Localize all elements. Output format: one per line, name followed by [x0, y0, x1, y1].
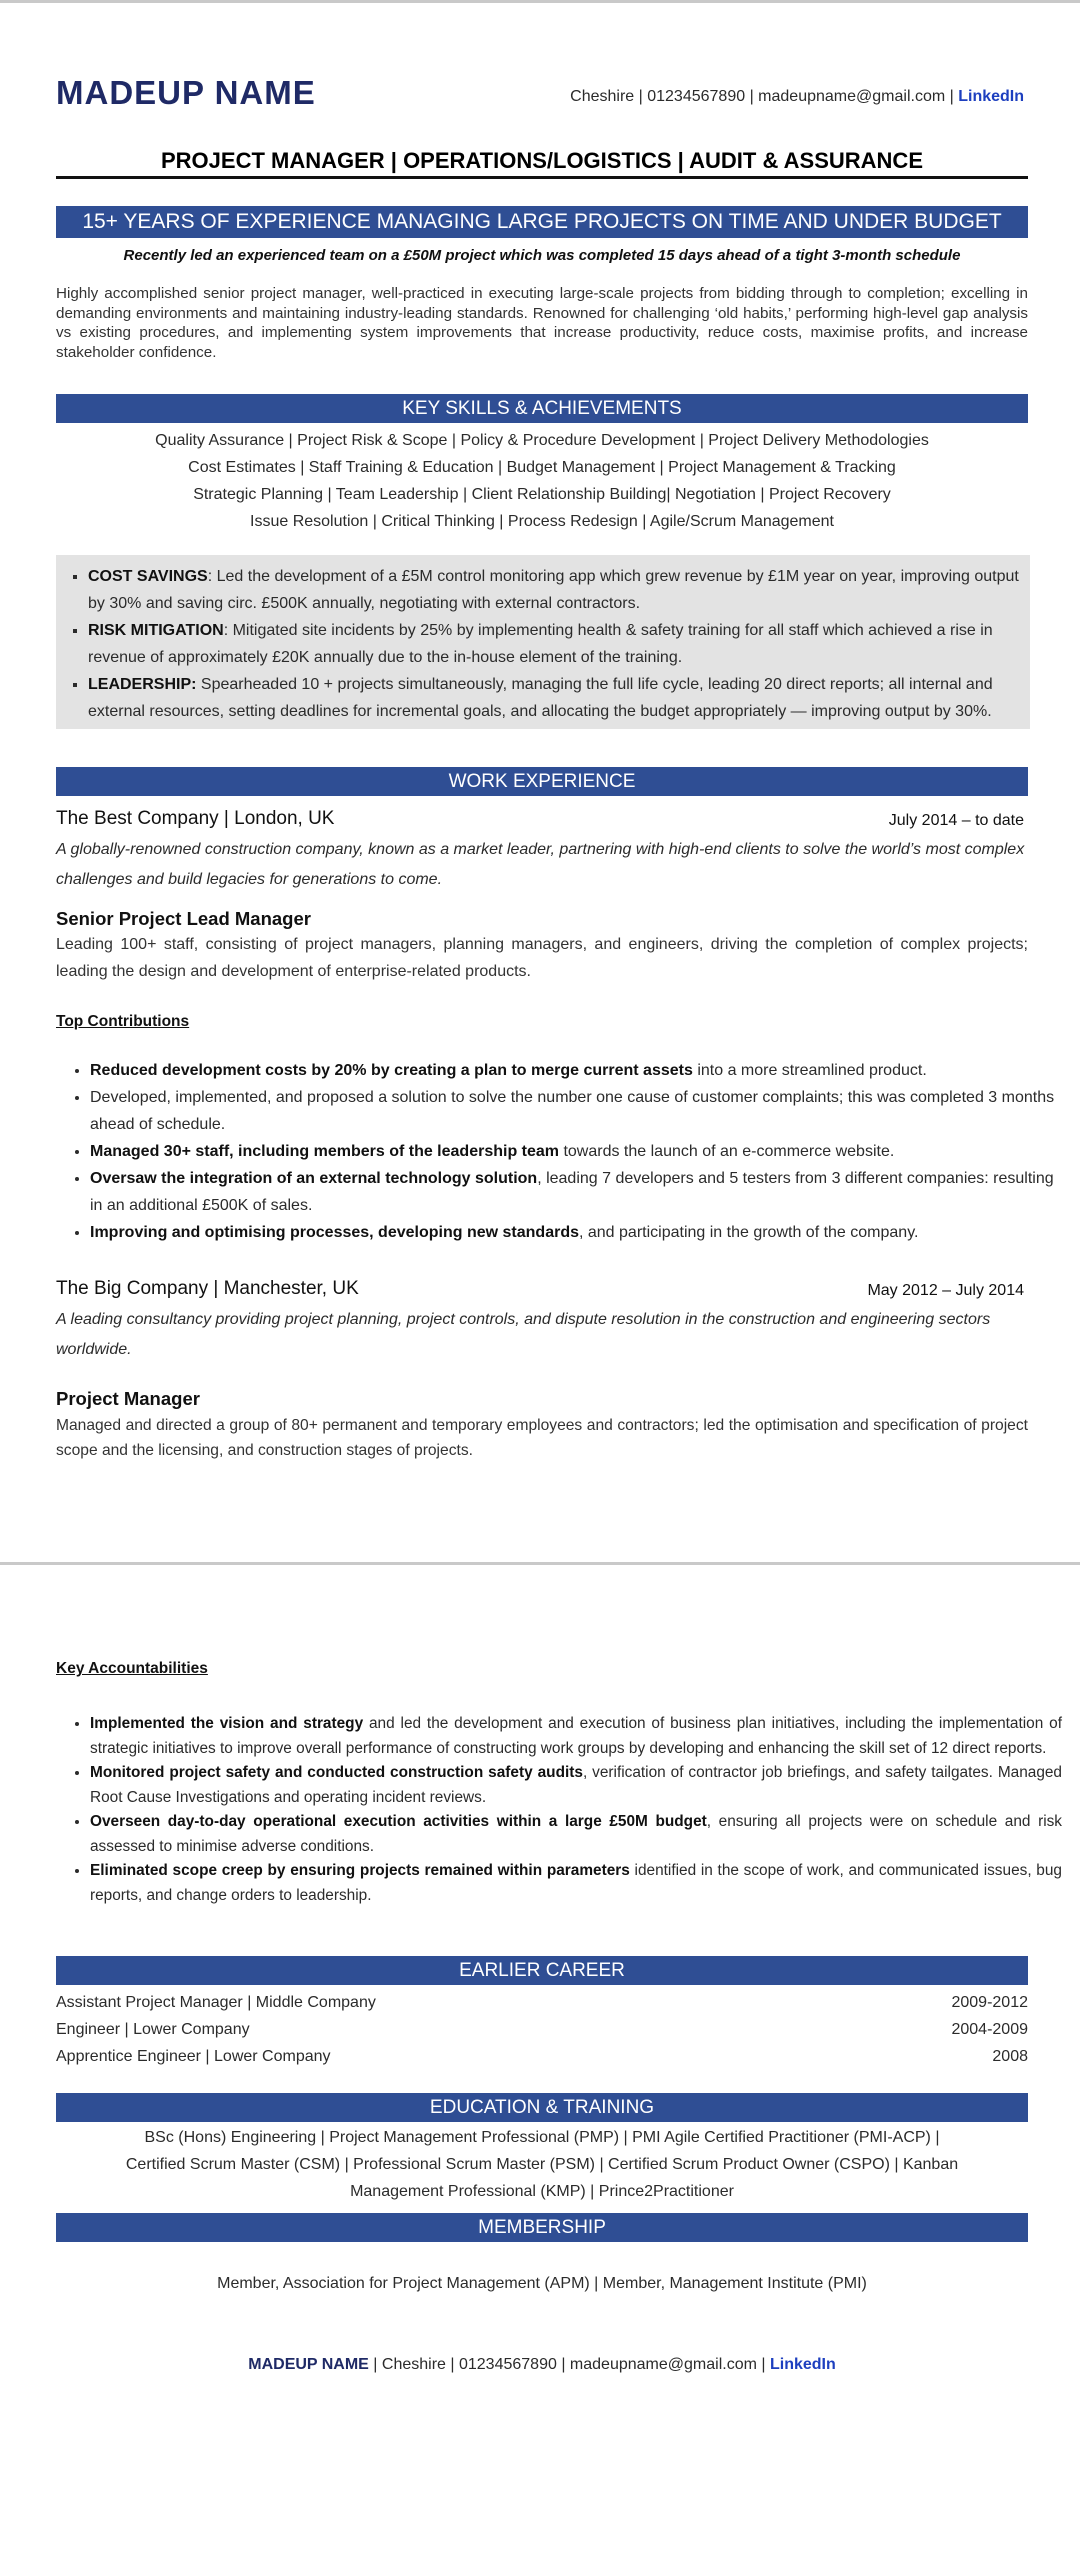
education-heading: EDUCATION & TRAINING	[56, 2093, 1028, 2122]
job2-dates: May 2012 – July 2014	[867, 1282, 1024, 1299]
footer-contact	[56, 2356, 1028, 2374]
list-item: • Eliminated scope creep by ensuring projects remained within parameters identified in the scope of work, and communicated issues, bug reports, and change orders to leadership.	[90, 1859, 1062, 1908]
professional-summary: Highly accomplished senior project manager, well-practiced in executing large-scale projects from bidding through to completion; excelling in demanding environments and maintaining industry-leading standards. Renowned for challenging ‘old habits,’ performing high-level gap analysis vs existing procedures, and implementing system improvements that increase productivity, reduce costs, maximise profits, and increase stakeholder confidence.	[56, 285, 1028, 361]
membership-heading: MEMBERSHIP	[56, 2213, 1028, 2242]
job2-company: The Big Company | Manchester, UK	[56, 1278, 359, 1299]
achievement-item: ▪ LEADERSHIP: Spearheaded 10 + projects simultaneously, managing the full life cycle, leading 20 direct reports; all internal and external resources, setting deadlines for incremental goals, and allocating the budget appropriately — improving output by 30%.	[88, 671, 1028, 725]
summary-banner: 15+ YEARS OF EXPERIENCE MANAGING LARGE PROJECTS ON TIME AND UNDER BUDGET	[56, 206, 1028, 238]
education-line: BSc (Hons) Engineering | Project Management Professional (PMP) | PMI Agile Certified Practitioner (PMI-ACP) |	[144, 2129, 940, 2146]
skills-list	[56, 427, 1028, 535]
work-experience-heading: WORK EXPERIENCE	[56, 767, 1028, 796]
separator: |	[756, 2356, 770, 2373]
footer-phone[interactable]: 01234567890	[458, 2356, 557, 2373]
page-break-divider	[0, 1562, 1080, 1565]
separator: |	[945, 88, 959, 105]
email-link[interactable]: madeupname@gmail.com	[758, 88, 946, 105]
achievements-box	[56, 555, 1030, 729]
location: Cheshire	[570, 88, 635, 105]
skills-heading: KEY SKILLS & ACHIEVEMENTS	[56, 394, 1028, 423]
separator: |	[634, 88, 648, 105]
footer-linkedin-link[interactable]: LinkedIn	[769, 2356, 836, 2373]
separator: |	[445, 2356, 459, 2373]
education-line: Management Professional (KMP) | Prince2Practitioner	[350, 2183, 734, 2200]
separator: |	[556, 2356, 570, 2373]
footer-location: Cheshire	[381, 2356, 446, 2373]
job2-summary: Managed and directed a group of 80+ permanent and temporary employees and contractors; led the optimisation and specification of project scope and the licensing, and construction stages of projects.	[56, 1417, 1028, 1459]
top-contributions-heading: Top Contributions	[56, 1013, 190, 1030]
career-row: Apprentice Engineer | Lower Company 2008	[56, 2048, 1028, 2065]
footer-email-link[interactable]: madeupname@gmail.com	[569, 2356, 757, 2373]
phone[interactable]: 01234567890	[647, 88, 746, 105]
list-item: • Developed, implemented, and proposed a solution to solve the number one cause of customer complaints; this was completed 3 months ahead of schedule.	[90, 1084, 1062, 1138]
job2-role: Project Manager	[56, 1388, 200, 1409]
separator: |	[745, 88, 759, 105]
achievement-item: ▪ RISK MITIGATION: Mitigated site incidents by 25% by implementing health & safety training for all staff which achieved a rise in revenue of approximately £20K annually due to the in-house element of the training.	[88, 617, 1028, 671]
accountabilities-list	[56, 1712, 1062, 1908]
skills-line: Cost Estimates | Staff Training & Education | Budget Management | Project Management & Tracking	[188, 459, 896, 476]
headline-rule	[56, 176, 1028, 179]
job1-dates: July 2014 – to date	[888, 812, 1024, 829]
candidate-name: MADEUP NAME	[56, 74, 316, 111]
contributions-list	[56, 1057, 1062, 1246]
page-top-divider	[0, 0, 1080, 3]
earlier-career-heading: EARLIER CAREER	[56, 1956, 1028, 1985]
separator: |	[368, 2356, 382, 2373]
list-item: • Monitored project safety and conducted construction safety audits, verification of contractor job briefings, and safety tailgates. Managed Root Cause Investigations and operating incident reviews.	[90, 1761, 1062, 1810]
skills-line: Strategic Planning | Team Leadership | Client Relationship Building| Negotiation | Project Recovery	[193, 486, 891, 503]
earlier-career-list	[56, 1989, 1028, 2070]
footer-name: MADEUP NAME	[248, 2356, 369, 2373]
membership-text: Member, Association for Project Management (APM) | Member, Management Institute (PMI)	[217, 2275, 867, 2292]
skills-line: Issue Resolution | Critical Thinking | Process Redesign | Agile/Scrum Management	[250, 513, 834, 530]
skills-line: Quality Assurance | Project Risk & Scope | Policy & Procedure Development | Project Delivery Methodologies	[155, 432, 929, 449]
list-item: • Overseen day-to-day operational execution activities within a large £50M budget, ensuring all projects were on schedule and risk assessed to minimise adverse conditions.	[90, 1810, 1062, 1859]
achievement-item: ▪ COST SAVINGS: Led the development of a £5M control monitoring app which grew revenue by £1M year on year, improving output by 30% and saving circ. £500K annually, negotiating with external contractors.	[88, 563, 1028, 617]
contact-line	[570, 88, 1024, 106]
tagline: Recently led an experienced team on a £50M project which was completed 15 days ahead of a tight 3-month schedule	[123, 247, 961, 264]
job1-company: The Best Company | London, UK	[56, 808, 335, 829]
key-accountabilities-heading: Key Accountabilities	[56, 1660, 208, 1677]
list-item: • Managed 30+ staff, including members of the leadership team towards the launch of an e-commerce website.	[90, 1138, 1062, 1165]
education-list	[56, 2124, 1028, 2205]
job1-summary: Leading 100+ staff, consisting of project managers, planning managers, and engineers, driving the completion of complex projects; leading the design and development of enterprise-related products.	[56, 936, 1028, 980]
job1-description: A globally-renowned construction company, known as a market leader, partnering with high-end clients to solve the world’s most complex challenges and build legacies for generations to come.	[56, 841, 1025, 888]
list-item: • Oversaw the integration of an external technology solution, leading 7 developers and 5 testers from 3 different companies: resulting in an additional £500K of sales.	[90, 1165, 1062, 1219]
job2-description: A leading consultancy providing project planning, project controls, and dispute resolution in the construction and engineering sectors worldwide.	[56, 1311, 991, 1358]
list-item: • Improving and optimising processes, developing new standards, and participating in the growth of the company.	[90, 1219, 1062, 1246]
career-row: Engineer | Lower Company 2004-2009	[56, 2021, 1028, 2038]
job1-role: Senior Project Lead Manager	[56, 908, 311, 929]
career-row: Assistant Project Manager | Middle Company 2009-2012	[56, 1994, 1028, 2011]
education-line: Certified Scrum Master (CSM) | Professional Scrum Master (PSM) | Certified Scrum Product Owner (CSPO) | Kanban	[125, 2156, 959, 2173]
list-item: • Implemented the vision and strategy and led the development and execution of business plan initiatives, including the implementation of strategic initiatives to improve overall performance of constructing work groups by developing and enhancing the skill set of 12 direct reports.	[90, 1712, 1062, 1761]
headline: PROJECT MANAGER | OPERATIONS/LOGISTICS | AUDIT & ASSURANCE	[161, 148, 923, 173]
list-item: • Reduced development costs by 20% by creating a plan to merge current assets into a more streamlined product.	[90, 1057, 1062, 1084]
linkedin-link[interactable]: LinkedIn	[958, 88, 1024, 105]
